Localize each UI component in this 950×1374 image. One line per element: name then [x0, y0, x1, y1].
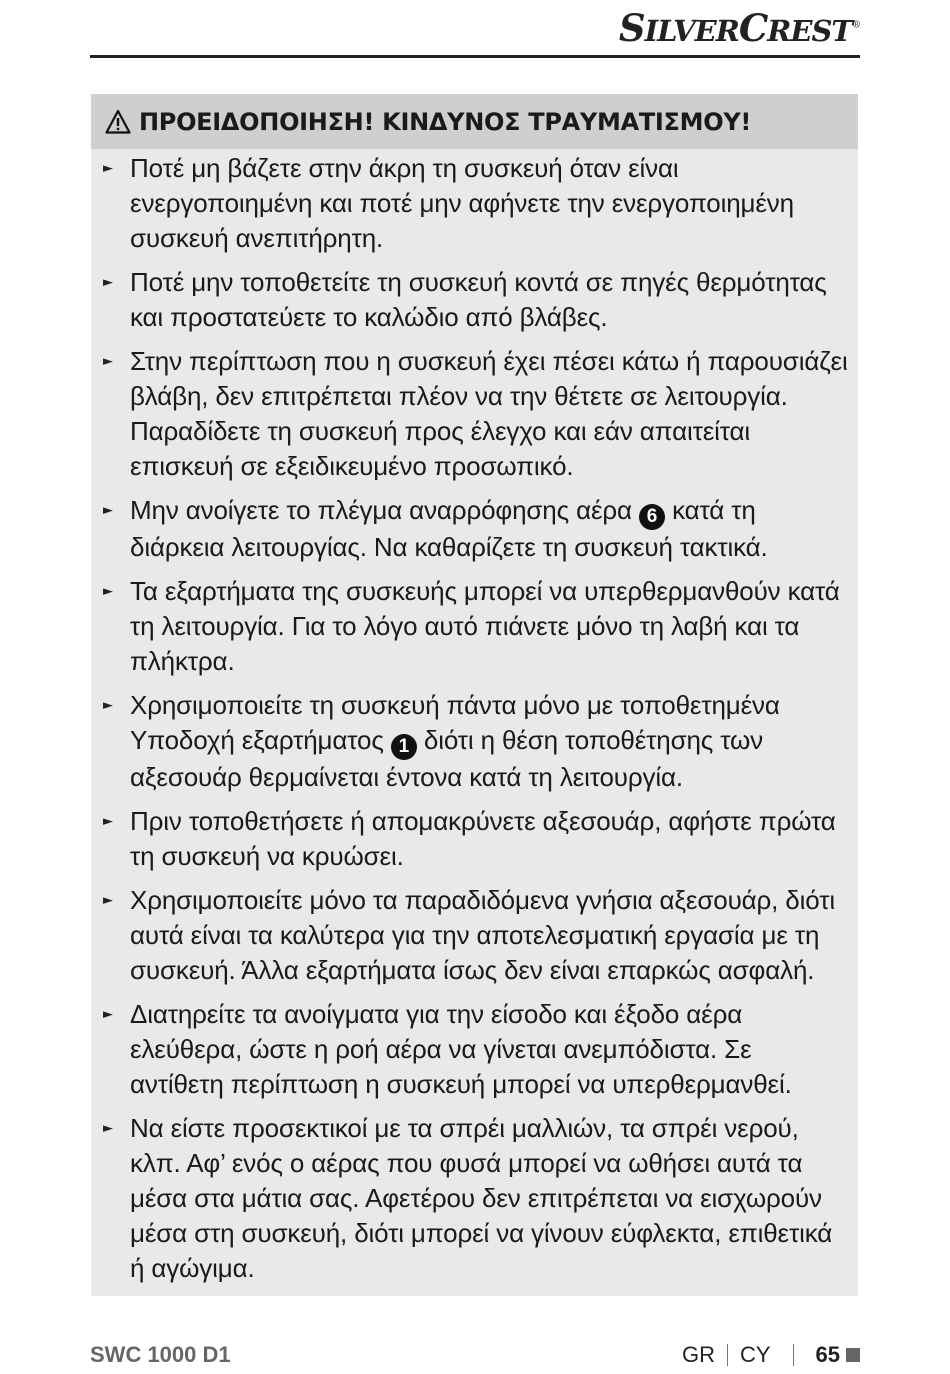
warning-item-text: Να είστε προσεκτικοί με τα σπρέι μαλλιών, τα σπρέι νερού, κλπ. Αφ’ ενός ο αέρας που φυσά μπορεί να ωθήσει αυτά τα μέσα στα μάτια σας. Αφετέρου δεν επιτρέπεται να εισχωρούν μέσα στη συσκευή, διότι μπορεί να γίνουν εύφλεκτα, επιθετικά ή αγώγιμα.	[130, 1113, 833, 1283]
warning-item-text	[130, 688, 850, 795]
warning-item-text: Στην περίπτωση που η συσκευή έχει πέσει κάτω ή παρουσιάζει βλάβη, δεν επιτρέπεται πλέον να την θέτετε σε λειτουργία. Παραδίδετε τη συσκευή προς έλεγχο και εάν απαιτείται επισκευή σε εξειδικευμένο προσωπικό.	[130, 346, 848, 481]
bullet-arrow-icon: ►	[103, 1121, 113, 1136]
part-reference-badge: 6	[639, 504, 665, 530]
bullet-arrow-icon: ►	[103, 161, 113, 176]
part-reference-badge: 1	[391, 734, 417, 760]
warning-header	[91, 94, 858, 149]
warning-item-text: Χρησιμοποιείτε μόνο τα παραδιδόμενα γνήσια αξεσουάρ, διότι αυτά είναι τα καλύτερα για την αποτελεσματική εργασία με τη συσκευή. Άλλα εξαρτήματα ίσως δεν είναι επαρκώς ασφαλή.	[130, 885, 835, 985]
header-rule	[90, 55, 860, 58]
warning-item-text-part: Χρησιμοποιείτε τη συσκευή πάντα μόνο με τοποθετημένα Υποδοχή εξαρτήματος	[130, 690, 780, 755]
warning-list-item	[91, 493, 858, 565]
bullet-arrow-icon: ►	[103, 503, 113, 518]
warning-item-text	[130, 493, 850, 565]
brand-wordmark: SILVERCREST	[618, 6, 852, 50]
warning-title: ΠΡΟΕΙΔΟΠΟΙΗΣΗ! ΚΙΝΔΥΝΟΣ ΤΡΑΥΜΑΤΙΣΜΟΥ!	[139, 107, 752, 136]
warning-list-item	[91, 265, 858, 335]
bullet-arrow-icon: ►	[103, 814, 113, 829]
page-number: 65	[815, 1342, 840, 1367]
warning-item-text: Ποτέ μην τοποθετείτε τη συσκευή κοντά σε πηγές θερμότητας και προστατεύετε το καλώδιο από βλάβες.	[130, 267, 827, 332]
bullet-arrow-icon: ►	[103, 584, 113, 599]
warning-list-item	[91, 1111, 858, 1286]
registered-mark: ®	[852, 20, 860, 31]
warning-list-item	[91, 151, 858, 256]
square-marker-icon	[846, 1348, 860, 1362]
bullet-arrow-icon: ►	[103, 893, 113, 908]
warning-list-item	[91, 883, 858, 988]
warning-list	[91, 151, 858, 1295]
page-header	[90, 0, 860, 60]
bullet-arrow-icon: ►	[103, 1007, 113, 1022]
page-footer	[90, 1338, 860, 1372]
warning-item-text-part: κατά τη διάρκεια λειτουργίας. Να καθαρίζετε τη συσκευή τακτικά.	[130, 495, 768, 562]
warning-list-item	[91, 344, 858, 484]
brand-logo	[619, 6, 860, 50]
bullet-arrow-icon: ►	[103, 698, 113, 713]
language-gr: GR	[681, 1342, 715, 1367]
warning-list-item	[91, 574, 858, 679]
warning-list-item	[91, 688, 858, 795]
model-number: SWC 1000 D1	[90, 1342, 231, 1367]
separator	[727, 1344, 728, 1366]
warning-list-item	[91, 804, 858, 874]
bullet-arrow-icon: ►	[103, 275, 113, 290]
bullet-arrow-icon: ►	[103, 354, 113, 369]
separator	[793, 1344, 794, 1366]
warning-item-text: Ποτέ μη βάζετε στην άκρη τη συσκευή όταν είναι ενεργοποιημένη και ποτέ μην αφήνετε την ενεργοποιημένη συσκευή ανεπιτήρητη.	[130, 153, 794, 253]
warning-item-text: Πριν τοποθετήσετε ή απομακρύνετε αξεσουάρ, αφήστε πρώτα τη συσκευή να κρυώσει.	[130, 806, 836, 871]
language-cy: CY	[739, 1342, 771, 1367]
footer-right	[682, 1342, 860, 1368]
warning-item-text-part: Μην ανοίγετε το πλέγμα αναρρόφησης αέρα	[130, 495, 639, 525]
warning-item-text: Διατηρείτε τα ανοίγματα για την είσοδο και έξοδο αέρα ελεύθερα, ώστε η ροή αέρα να γίνεται ανεμπόδιστα. Σε αντίθετη περίπτωση η συσκευή μπορεί να υπερθερμανθεί.	[130, 999, 792, 1099]
warning-box	[91, 94, 858, 1296]
warning-triangle-icon	[105, 109, 131, 135]
warning-list-item	[91, 997, 858, 1102]
warning-item-text-part: διότι η θέση τοποθέτησης των αξεσουάρ θερμαίνεται έντονα κατά τη λειτουργία.	[130, 725, 764, 792]
warning-item-text: Τα εξαρτήματα της συσκευής μπορεί να υπερθερμανθούν κατά τη λειτουργία. Για το λόγο αυτό πιάνετε μόνο τη λαβή και τα πλήκτρα.	[130, 576, 840, 676]
